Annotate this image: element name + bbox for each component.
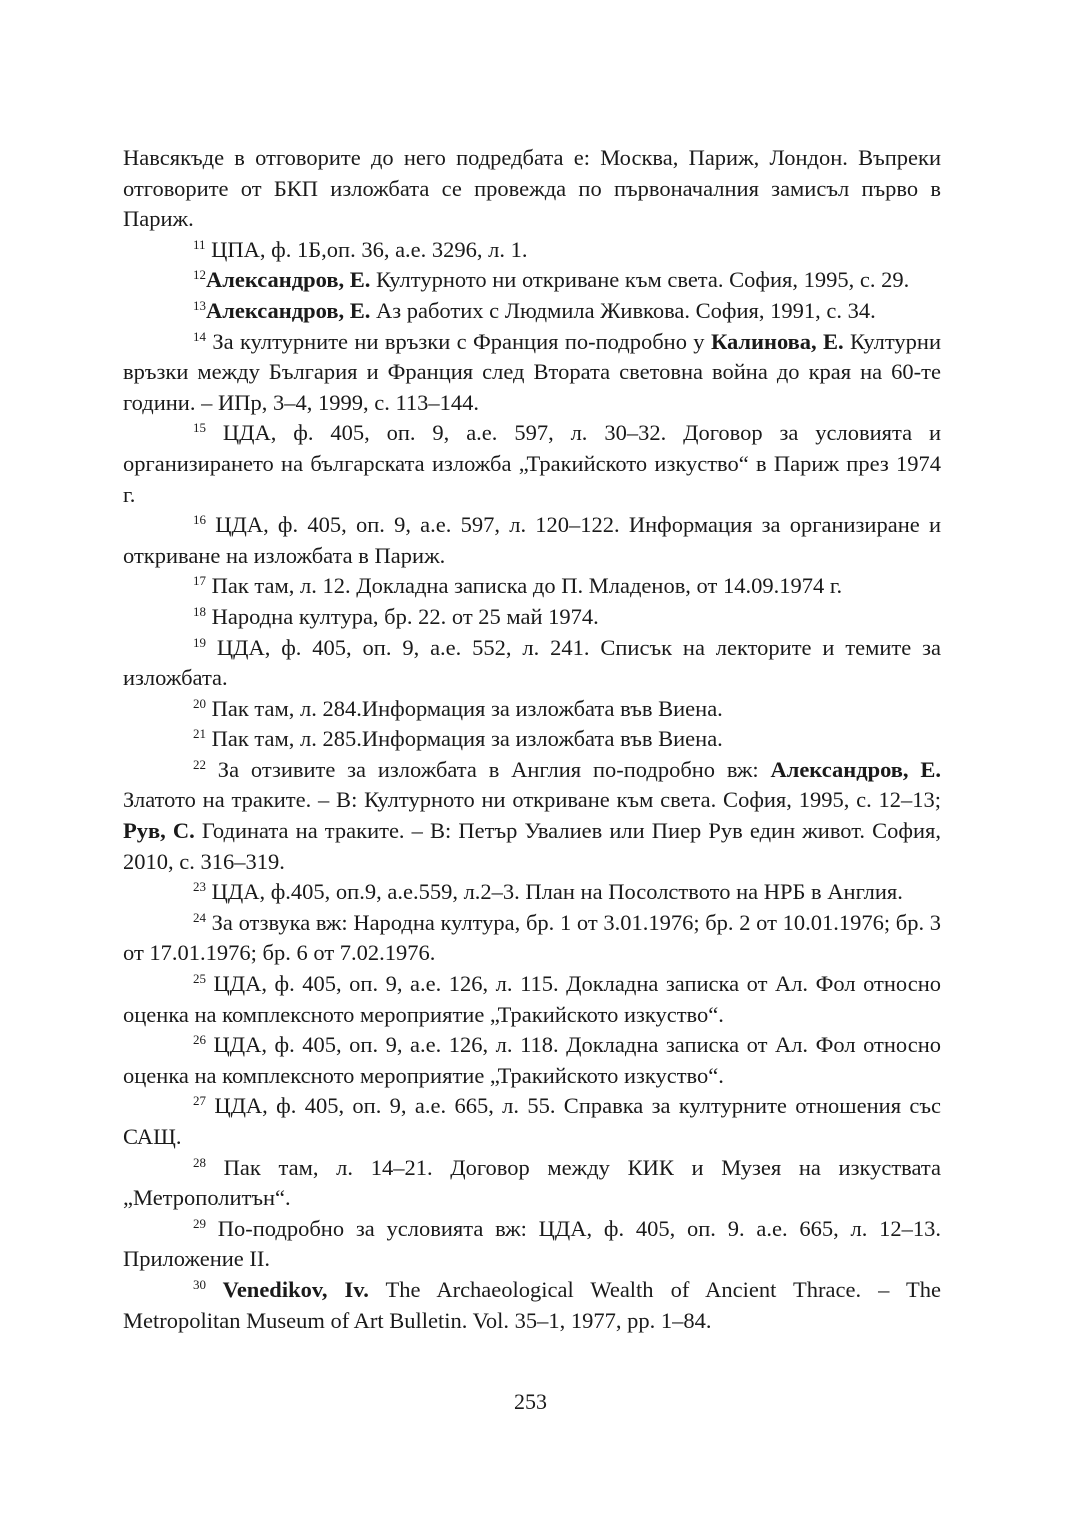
- footnote-text: За отзвука вж: Народна култура, бр. 1 от 3.01.1976; бр. 2 от 10.01.1976; бр. 3 от 17.01.1976; бр. 6 от 7.02.1976.: [123, 909, 941, 966]
- footnote-26: [123, 1030, 941, 1091]
- footnote-number: 18: [193, 603, 206, 619]
- footnote-text: Пак там, л. 14–21. Договор между КИК и Музея на изкуствата „Метрополитън“.: [123, 1154, 941, 1211]
- footnote-text: Пак там, л. 12. Докладна записка до П. Младенов, от 14.09.1974 г.: [206, 573, 843, 599]
- footnote-text: ЦПА, ф. 1Б,оп. 36, а.е. 3296, л. 1.: [205, 236, 528, 262]
- footnote-text: ЦДА, ф. 405, оп. 9, а.е. 126, л. 118. Докладна записка от Ал. Фол относно оценка на комплексното мероприятие „Тракийското изкуство“.: [123, 1032, 941, 1088]
- footnote-text: ЦДА, ф. 405, оп. 9, а.е. 665, л. 55. Справка за културните отношения със САЩ.: [123, 1093, 941, 1149]
- footnote-number: 27: [193, 1093, 206, 1109]
- footnote-text: Аз работих с Людмила Живкова. София, 1991, с. 34.: [370, 297, 876, 323]
- footnote-text-pre: За културните ни връзки с Франция по-подробно у: [206, 328, 711, 354]
- footnote-text: ЦДА, ф. 405, оп. 9, а.е. 597, л. 120–122. Информация за организиране и откриване на изложбата в Париж.: [123, 512, 941, 568]
- footnote-number: 20: [193, 695, 206, 711]
- footnote-number: 25: [193, 971, 206, 987]
- footnote-text: ЦДА, ф. 405, оп. 9, а.е. 597, л. 30–32. Договор за условията и организирането на българската изложба „Тракийското изкуство“ в Париж през 1974 г.: [123, 420, 941, 507]
- footnote-text: Културни връзки между България и Франция след Втората световна война до края на 60-те години. – ИПр, 3–4, 1999, с. 113–144.: [123, 328, 941, 415]
- footnote-30: [123, 1275, 941, 1336]
- footnote-text: Златото на траките. – В: Културното ни откриване към света. София, 1995, с. 12–13;: [123, 787, 941, 813]
- footnote-number: 14: [193, 328, 206, 344]
- footnote-number: 26: [193, 1032, 206, 1048]
- footnote-text-pre: За отзивите за изложбата в Англия по-подробно вж:: [206, 756, 771, 782]
- footnote-15: [123, 418, 941, 510]
- footnote-20: [123, 694, 941, 725]
- footnote-text: Пак там, л. 285.Информация за изложбата във Виена.: [206, 726, 723, 752]
- footnote-number: 12: [193, 267, 206, 283]
- footnote-text: По-подробно за условията вж: ЦДА, ф. 405, оп. 9. а.е. 665, л. 12–13. Приложение II.: [123, 1215, 941, 1272]
- footnote-number: 11: [193, 236, 206, 252]
- footnote-22: [123, 755, 941, 877]
- footnote-author: Александров, Е.: [206, 267, 371, 293]
- footnote-number: 22: [193, 756, 206, 772]
- footnote-number: 23: [193, 879, 206, 895]
- footnote-text: Народна култура, бр. 22. от 25 май 1974.: [206, 603, 599, 629]
- footnote-author-2: Рув, С.: [123, 818, 195, 844]
- footnote-19: [123, 633, 941, 694]
- page-number: 253: [514, 1389, 547, 1414]
- footnote-21: [123, 724, 941, 755]
- footnote-number: 19: [193, 634, 206, 650]
- footnote-text: The Archaeological Wealth of Ancient Thrace. – The Metropolitan Museum of Art Bulletin. Vol. 35–1, 1977, pp. 1–84.: [123, 1276, 941, 1333]
- footnote-27: [123, 1091, 941, 1152]
- footnote-author: Александров, Е.: [206, 297, 371, 323]
- footnote-text: Пак там, л. 284.Информация за изложбата във Виена.: [206, 695, 723, 721]
- footnote-14: [123, 327, 941, 419]
- footnote-12: [123, 265, 941, 296]
- footnote-11: [123, 235, 941, 266]
- footnote-number: 30: [193, 1276, 206, 1292]
- text-body: [123, 143, 941, 1336]
- footnote-text: Културното ни откриване към света. София, 1995, с. 29.: [370, 267, 910, 293]
- footnote-number: 15: [193, 420, 206, 436]
- footnote-text: ЦДА, ф. 405, оп. 9, а.е. 552, л. 241. Списък на лекторите и темите за изложбата.: [123, 634, 941, 691]
- footnote-author: Александров, Е.: [770, 756, 941, 782]
- footnote-number: 16: [193, 512, 206, 528]
- footnote-text-2: Годината на траките. – В: Петър Увалиев или Пиер Рув един живот. София, 2010, с. 316–319.: [123, 818, 941, 874]
- footnote-author: Калинова, Е.: [710, 328, 844, 354]
- footnote-number: 28: [193, 1154, 206, 1170]
- intro-paragraph: Навсякъде в отговорите до него подредбата е: Москва, Париж, Лондон. Въпреки отговорите от БКП изложбата се провежда по първоначалния замисъл първо в Париж.: [123, 145, 941, 232]
- footnote-17: [123, 571, 941, 602]
- footnote-text: ЦДА, ф.405, оп.9, а.е.559, л.2–3. План на Посолството на НРБ в Англия.: [206, 879, 903, 905]
- footnote-18: [123, 602, 941, 633]
- footnote-23: [123, 877, 941, 908]
- footnote-text: ЦДА, ф. 405, оп. 9, а.е. 126, л. 115. Докладна записка от Ал. Фол относно оценка на комплексното мероприятие „Тракийското изкуство“.: [123, 971, 941, 1027]
- footnote-author: Venedikov, Iv.: [206, 1276, 369, 1302]
- footnote-29: [123, 1214, 941, 1275]
- footnote-number: 29: [193, 1215, 206, 1231]
- footnote-25: [123, 969, 941, 1030]
- footnote-number: 24: [193, 909, 206, 925]
- footnote-13: [123, 296, 941, 327]
- footnote-16: [123, 510, 941, 571]
- footnote-number: 13: [193, 297, 206, 313]
- footnote-number: 21: [193, 726, 206, 742]
- footnote-28: [123, 1153, 941, 1214]
- footnote-number: 17: [193, 573, 206, 589]
- footnote-24: [123, 908, 941, 969]
